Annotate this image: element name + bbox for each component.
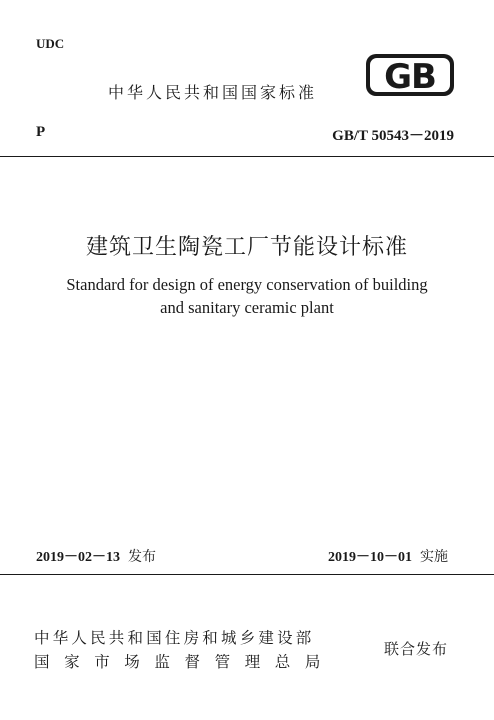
joint-release-label: 联合发布 (384, 640, 449, 658)
gb-logo (364, 52, 456, 98)
issue-date: 2019－02－13 (36, 550, 120, 565)
bottom-divider (0, 574, 494, 575)
title-english-line2: and sanitary ceramic plant (160, 298, 334, 317)
classification-code: P (36, 124, 46, 140)
title-chinese: 建筑卫生陶瓷工厂节能设计标准 (85, 235, 408, 260)
title-english-line1: Standard for design of energy conservation of building (66, 275, 428, 294)
national-standard-heading: 中华人民共和国国家标准 (108, 83, 318, 102)
top-divider (0, 156, 494, 157)
publisher-administration: 国家市场监督管理总局 (34, 653, 336, 671)
issue-date-block (36, 546, 156, 566)
udc-label: UDC (36, 36, 65, 51)
implement-label: 实施 (420, 549, 448, 565)
issue-label: 发布 (128, 549, 156, 565)
publisher-ministry: 中华人民共和国住房和城乡建设部 (34, 629, 315, 647)
gb-logo-text: GB (384, 57, 436, 97)
implement-date: 2019－10－01 (328, 550, 412, 565)
implement-date-block (328, 546, 448, 566)
standard-number: GB/T 50543－2019 (332, 128, 454, 144)
title-english (0, 273, 494, 319)
